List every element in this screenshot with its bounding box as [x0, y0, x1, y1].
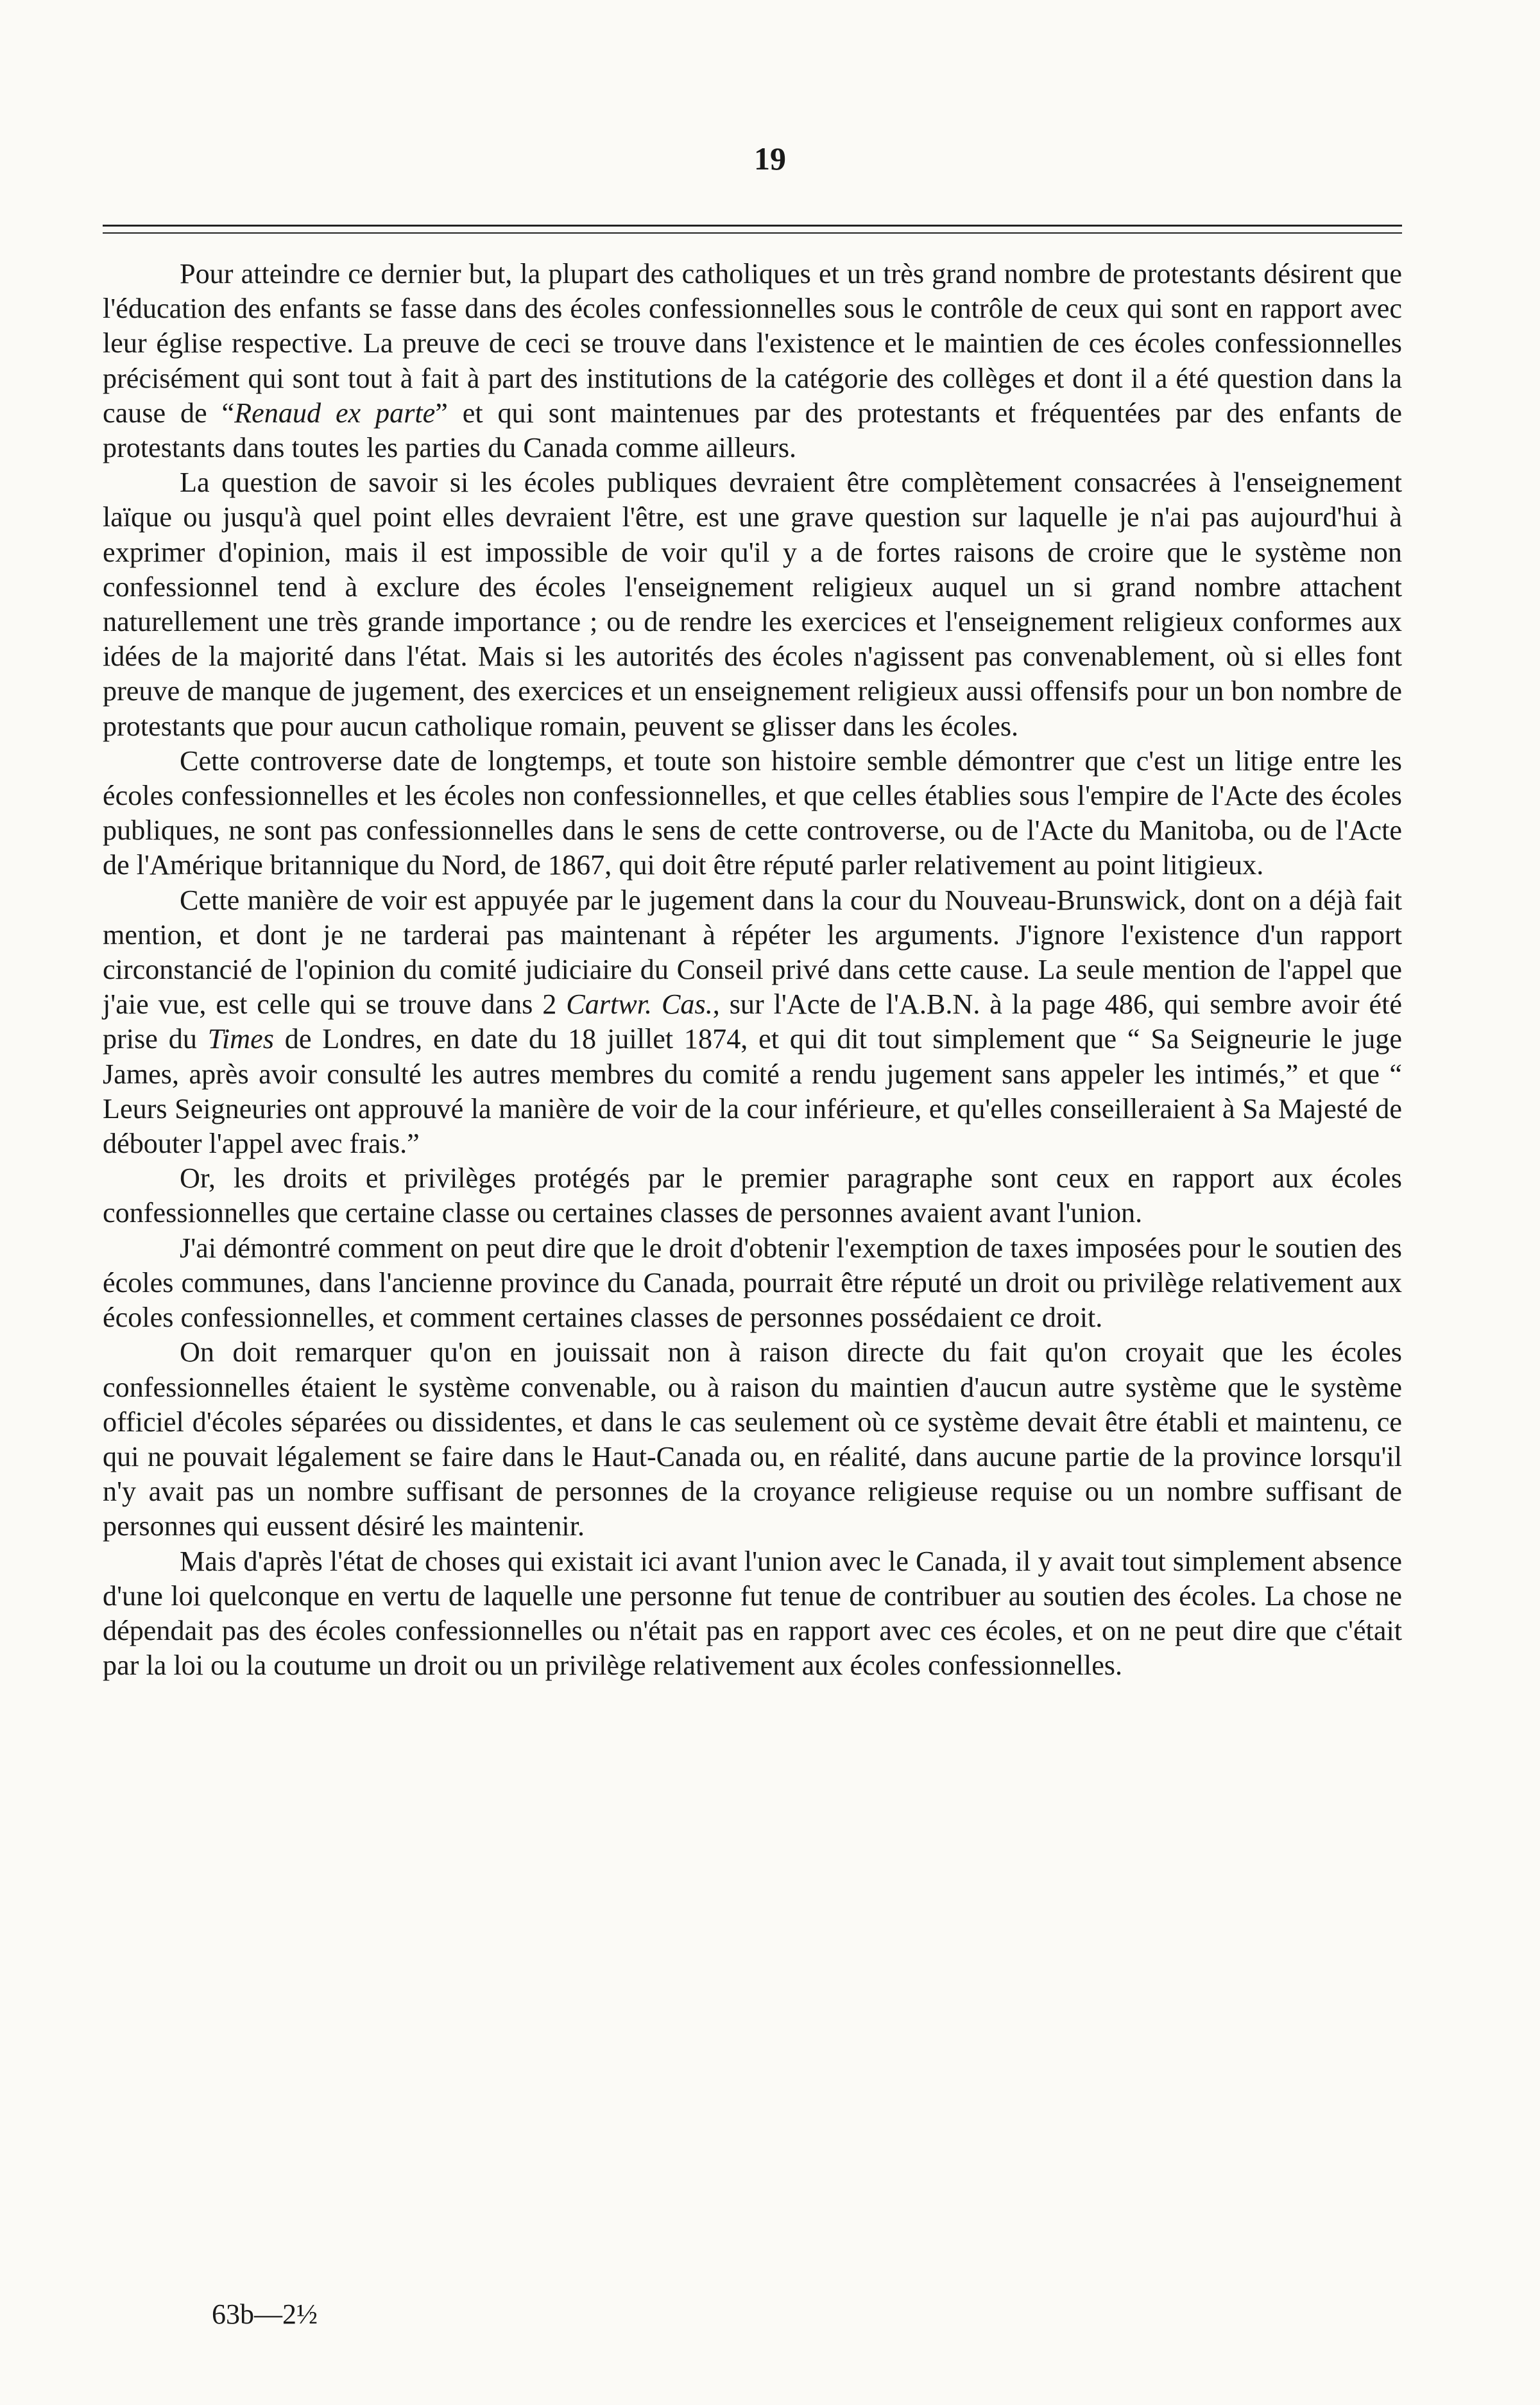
paragraph-3: Cette controverse date de longtemps, et toute son histoire semble démontrer que c'est un litige entre les écoles confessionnelles et les écoles non confessionnelles, et que celles établies sous l'empire de l'Acte des écoles publiques, ne sont pas confessionnelles dans le sens de cette controverse, ou de l'Acte du Manitoba, ou de l'Acte de l'Amérique britannique du Nord, de 1867, qui doit être réputé parler relativement au point litigieux.	[103, 745, 1402, 881]
body-text	[103, 257, 1402, 1683]
paragraph-4: Cette manière de voir est appuyée par le jugement dans la cour du Nouveau-Brunswick, dont on a déjà fait mention, et dont je ne tarderai pas maintenant à répéter les arguments. J'ignore l'existence d'un rapport circonstancié de l'opinion du comité judiciaire du Conseil privé dans cette cause. La seule mention de l'appel que j'aie vue, est celle qui se trouve dans 2 Cartwr. Cas., sur l'Acte de l'A.B.N. à la page 486, qui sembre avoir été prise du Times de Londres, en date du 18 juillet 1874, et qui dit tout simplement que “ Sa Seigneurie le juge James, après avoir consulté les autres membres du comité a rendu jugement sans appeler les intimés,” et que “ Leurs Seigneuries ont approuvé la manière de voir de la cour inférieure, et qu'elles conseilleraient à Sa Majesté de débouter l'appel avec frais.”	[103, 884, 1402, 1160]
newspaper-name: Times	[207, 1023, 274, 1055]
citation: Cartwr. Cas.	[566, 988, 713, 1021]
paragraph-6: J'ai démontré comment on peut dire que le droit d'obtenir l'exemption de taxes imposées pour le soutien des écoles communes, dans l'ancienne province du Canada, pourrait être réputé un droit ou privilège relativement aux écoles confessionnelles, et comment certaines classes de personnes possédaient ce droit.	[103, 1232, 1402, 1334]
paragraph-7: On doit remarquer qu'on en jouissait non à raison directe du fait qu'on croyait que les écoles confessionnelles étaient le système convenable, ou à raison du maintien d'aucun autre système que le système officiel d'écoles séparées ou dissidentes, et dans le cas seulement où ce système devait être établi et maintenu, ce qui ne pouvait légalement se faire dans le Haut-Canada ou, en réalité, dans aucune partie de la province lorsqu'il n'y avait pas un nombre suffisant de personnes de la croyance religieuse requise ou un nombre suffisant de personnes qui eussent désiré les maintenir.	[103, 1336, 1402, 1542]
paragraph-1: Pour atteindre ce dernier but, la plupart des catholiques et un très grand nombre de protestants désirent que l'éducation des enfants se fasse dans des écoles confessionnelles sous le contrôle de ceux qui sont en rapport avec leur église respective. La preuve de ceci se trouve dans l'existence et le maintien de ces écoles confessionnelles précisément qui sont tout à fait à part des institutions de la catégorie des collèges et dont il a été question dans la cause de “Renaud ex parte” et qui sont maintenues par des protestants et fréquentées par des enfants de protestants dans toutes les parties du Canada comme ailleurs.	[103, 258, 1402, 464]
page-number: 19	[754, 141, 786, 177]
header-rule-thin	[103, 232, 1402, 234]
paragraph-8: Mais d'après l'état de choses qui existait ici avant l'union avec le Canada, il y avait tout simplement absence d'une loi quelconque en vertu de laquelle une personne fut tenue de contribuer au soutien des écoles. La chose ne dépendait pas des écoles confessionnelles ou n'était pas en rapport avec ces écoles, et on ne peut dire que c'était par la loi ou la coutume un droit ou un privilège relativement aux écoles confessionnelles.	[103, 1545, 1402, 1682]
paragraph-5: Or, les droits et privilèges protégés par le premier paragraphe sont ceux en rapport aux écoles confessionnelles que certaine classe ou certaines classes de personnes avaient avant l'union.	[103, 1162, 1402, 1229]
printer-signature: 63b—2½	[212, 2298, 318, 2330]
case-name: Renaud ex parte	[234, 397, 436, 429]
paragraph-2: La question de savoir si les écoles publiques devraient être complètement consacrées à l'enseignement laïque ou jusqu'à quel point elles devraient l'être, est une grave question sur laquelle je n'ai pas aujourd'hui à exprimer d'opinion, mais il est impossible de voir qu'il y a de fortes raisons de croire que le système non confessionnel tend à exclure des écoles l'enseignement religieux auquel un si grand nombre attachent naturellement une très grande importance ; ou de rendre les exercices et l'enseignement religieux conformes aux idées de la majorité dans l'état. Mais si les autorités des écoles n'agissent pas convenablement, où si elles font preuve de manque de jugement, des exercices et un enseignement religieux aussi offensifs pour un bon nombre de protestants que pour aucun catholique romain, peuvent se glisser dans les écoles.	[103, 467, 1402, 742]
header-rule	[103, 225, 1402, 227]
